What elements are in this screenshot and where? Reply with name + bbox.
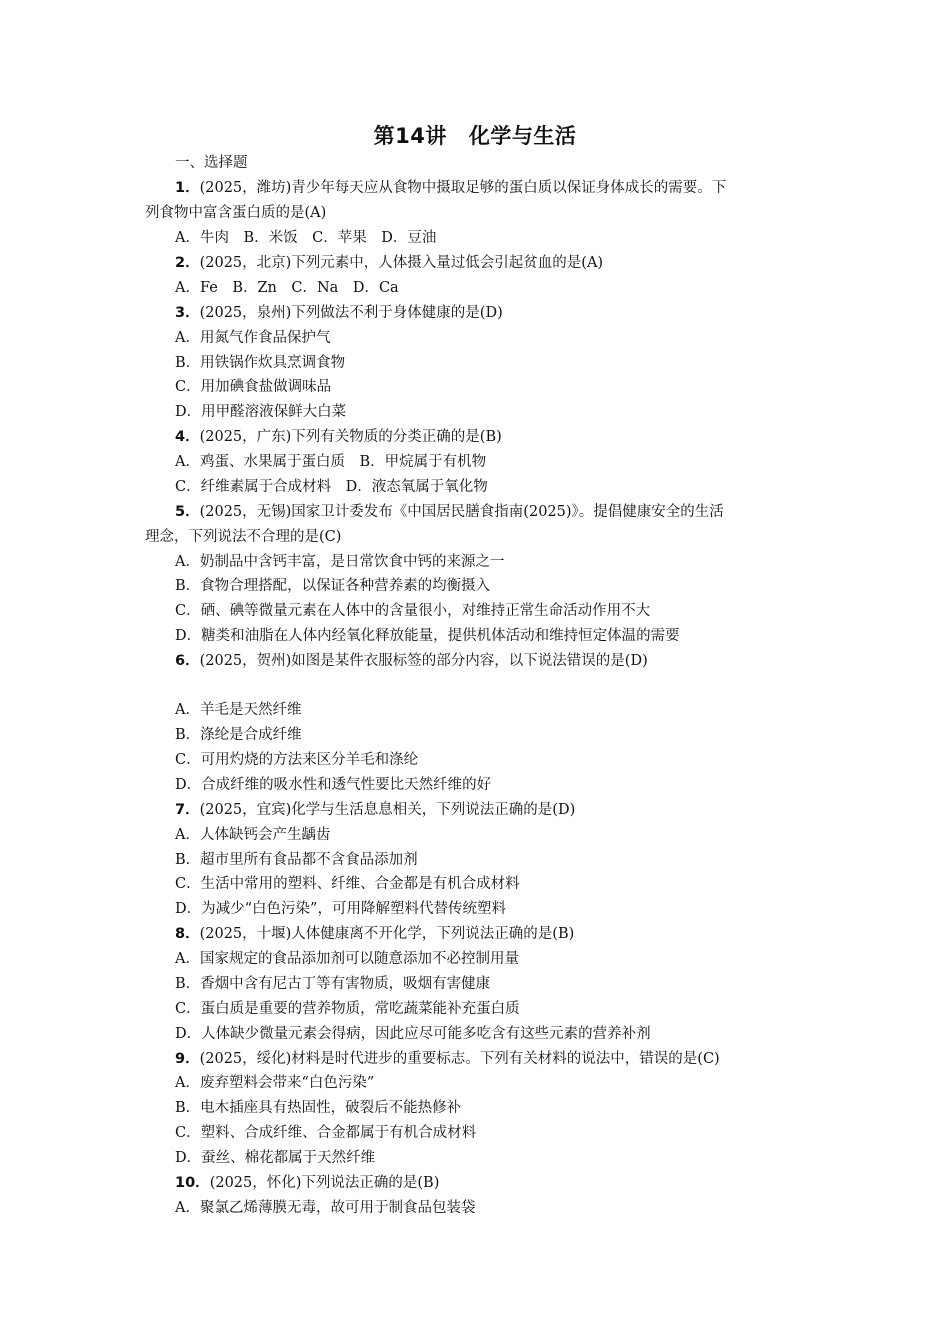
lesson-title: 第14讲 化学与生活 bbox=[373, 124, 577, 148]
question-8-option-b: B．香烟中含有尼古丁等有害物质，吸烟有害健康 bbox=[175, 976, 491, 992]
section-heading: 一、选择题 bbox=[175, 155, 248, 171]
question-8-option-c: C．蛋白质是重要的营养物质，常吃蔬菜能补充蛋白质 bbox=[175, 1001, 520, 1017]
question-8: 8．(2025，十堰)人体健康离不开化学，下列说法正确的是(B) bbox=[175, 926, 575, 942]
question-4-options-cd: C．纤维素属于合成材料 D．液态氧属于氧化物 bbox=[175, 479, 488, 495]
question-4: 4．(2025，广东)下列有关物质的分类正确的是(B) bbox=[175, 429, 502, 445]
question-6-option-c: C．可用灼烧的方法来区分羊毛和涤纶 bbox=[175, 752, 419, 768]
question-9-option-d: D．蚕丝、棉花都属于天然纤维 bbox=[175, 1150, 376, 1166]
question-3: 3．(2025，泉州)下列做法不利于身体健康的是(D) bbox=[175, 305, 503, 321]
question-3-option-d: D．用甲醛溶液保鲜大白菜 bbox=[175, 404, 347, 420]
question-1-options: A．牛肉 B．米饭 C．苹果 D．豆油 bbox=[175, 230, 437, 246]
question-9: 9．(2025，绥化)材料是时代进步的重要标志。下列有关材料的说法中，错误的是(C) bbox=[175, 1051, 720, 1067]
question-6-option-a: A．羊毛是天然纤维 bbox=[175, 702, 302, 718]
question-6-option-d: D．合成纤维的吸水性和透气性要比天然纤维的好 bbox=[175, 777, 492, 793]
question-3-option-a: A．用氮气作食品保护气 bbox=[175, 330, 331, 346]
question-7-option-c: C．生活中常用的塑料、纤维、合金都是有机合成材料 bbox=[175, 876, 520, 892]
question-7-option-b: B．超市里所有食品都不含食品添加剂 bbox=[175, 852, 418, 868]
question-9-option-c: C．塑料、合成纤维、合金都属于有机合成材料 bbox=[175, 1125, 477, 1141]
question-4-options-ab: A．鸡蛋、水果属于蛋白质 B．甲烷属于有机物 bbox=[175, 454, 487, 470]
question-7-option-d: D．为减少“白色污染”，可用降解塑料代替传统塑料 bbox=[175, 901, 506, 917]
question-9-option-a: A．废弃塑料会带来“白色污染” bbox=[175, 1075, 375, 1091]
question-3-option-c: C．用加碘食盐做调味品 bbox=[175, 379, 332, 395]
question-10-option-a: A．聚氯乙烯薄膜无毒，故可用于制食品包装袋 bbox=[175, 1200, 476, 1216]
question-6: 6．(2025，贺州)如图是某件衣服标签的部分内容，以下说法错误的是(D) bbox=[175, 653, 648, 669]
question-5-option-b: B．食物合理搭配，以保证各种营养素的均衡摄入 bbox=[175, 578, 491, 594]
question-8-option-a: A．国家规定的食品添加剂可以随意添加不必控制用量 bbox=[175, 951, 519, 967]
question-5-option-d: D．糖类和油脂在人体内经氧化释放能量，提供机体活动和维持恒定体温的需要 bbox=[175, 628, 680, 644]
question-9-option-b: B．电木插座具有热固性，破裂后不能热修补 bbox=[175, 1100, 462, 1116]
question-5-continued: 理念，下列说法不合理的是(C) bbox=[145, 529, 342, 545]
question-2-options: A．Fe B．Zn C．Na D．Ca bbox=[175, 280, 399, 296]
question-1: 1．(2025，潍坊)青少年每天应从食物中摄取足够的蛋白质以保证身体成长的需要。下 bbox=[175, 180, 727, 196]
question-5: 5．(2025，无锡)国家卫计委发布《中国居民膳食指南(2025)》。提倡健康安全的生活 bbox=[175, 504, 724, 520]
question-5-option-c: C．硒、碘等微量元素在人体中的含量很小，对维持正常生命活动作用不大 bbox=[175, 603, 651, 619]
question-3-option-b: B．用铁锅作炊具烹调食物 bbox=[175, 355, 346, 371]
question-1-continued: 列食物中富含蛋白质的是(A) bbox=[145, 205, 327, 221]
question-2: 2．(2025，北京)下列元素中，人体摄入量过低会引起贫血的是(A) bbox=[175, 255, 604, 271]
question-6-option-b: B．涤纶是合成纤维 bbox=[175, 727, 302, 743]
question-5-option-a: A．奶制品中含钙丰富，是日常饮食中钙的来源之一 bbox=[175, 554, 505, 570]
question-8-option-d: D．人体缺少微量元素会得病，因此应尽可能多吃含有这些元素的营养补剂 bbox=[175, 1026, 651, 1042]
question-7-option-a: A．人体缺钙会产生龋齿 bbox=[175, 827, 331, 843]
question-10: 10．(2025，怀化)下列说法正确的是(B) bbox=[175, 1175, 440, 1191]
question-7: 7．(2025，宜宾)化学与生活息息相关，下列说法正确的是(D) bbox=[175, 802, 576, 818]
